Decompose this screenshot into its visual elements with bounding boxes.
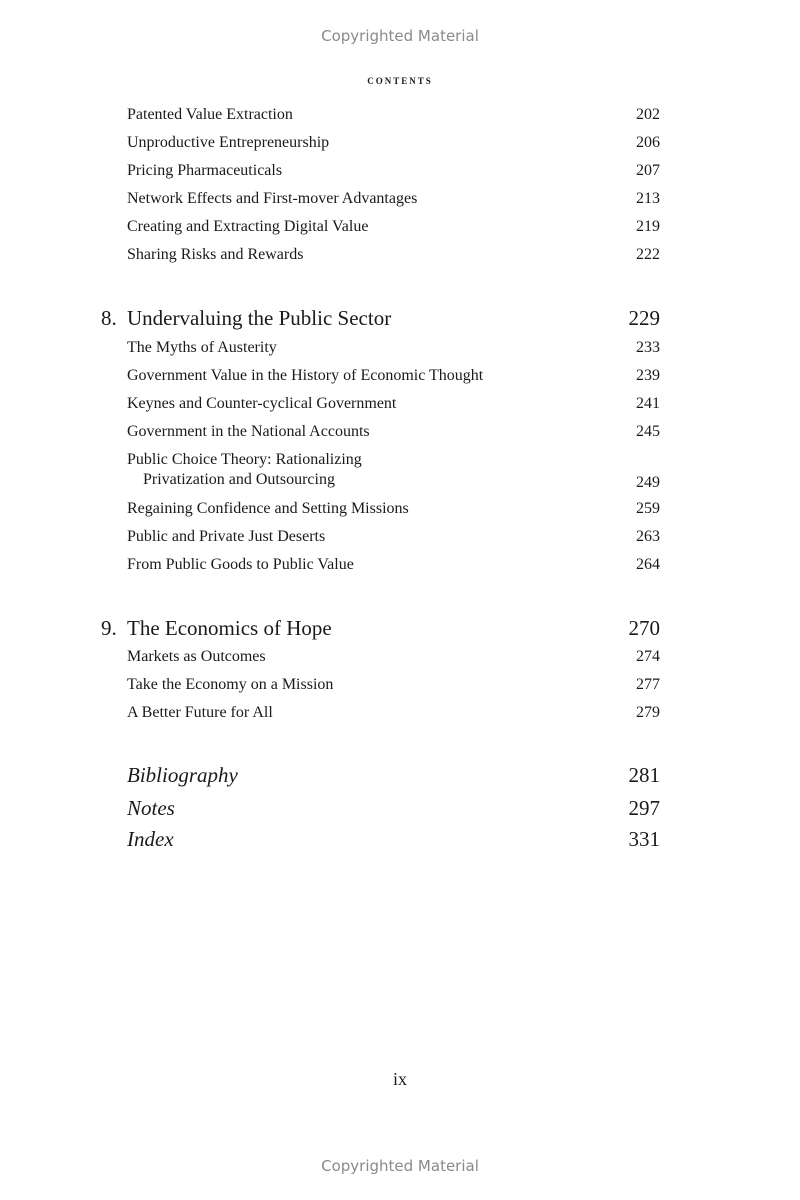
entry-title: The Myths of Austerity (127, 339, 277, 356)
entry-title: Network Effects and First-mover Advantages (127, 190, 418, 207)
copyright-watermark-top: Copyrighted Material (321, 27, 479, 45)
entry-page: 219 (636, 218, 660, 235)
back-matter-page: 281 (628, 763, 660, 787)
entry-title: A Better Future for All (127, 704, 273, 721)
entry-title: Patented Value Extraction (127, 106, 293, 123)
chapter-title: Undervaluing the Public Sector (127, 306, 392, 330)
entry-page: 239 (636, 367, 660, 384)
entry-title: Keynes and Counter-cyclical Government (127, 395, 397, 412)
entry-title: Creating and Extracting Digital Value (127, 218, 369, 235)
chapter-page: 270 (628, 616, 660, 640)
entry-title: Public and Private Just Deserts (127, 528, 326, 545)
entry-title (127, 450, 607, 490)
back-matter-title: Index (127, 827, 174, 851)
chapter-number: 9. (101, 616, 117, 640)
entry-title-line1: Public Choice Theory: Rationalizing (127, 451, 362, 468)
back-matter-title: Bibliography (127, 763, 238, 787)
entry-title: Pricing Pharmaceuticals (127, 162, 283, 179)
entry-page: 207 (636, 162, 660, 179)
entry-title: Take the Economy on a Mission (127, 676, 334, 693)
back-matter-page: 297 (628, 796, 660, 820)
entry-page: 274 (636, 648, 660, 665)
entry-page: 277 (636, 676, 660, 693)
entry-title: Markets as Outcomes (127, 648, 266, 665)
entry-page: 222 (636, 246, 660, 263)
page-number: ix (392, 1069, 407, 1089)
entry-title: Unproductive Entrepreneurship (127, 134, 330, 151)
entry-page: 202 (636, 106, 660, 123)
entry-title: Government in the National Accounts (127, 423, 370, 440)
entry-page: 263 (636, 528, 660, 545)
chapter-number: 8. (101, 306, 117, 330)
entry-page: 206 (636, 134, 660, 151)
entry-page: 233 (636, 339, 660, 356)
entry-title-line2: Privatization and Outsourcing (143, 471, 335, 488)
running-head: contents (367, 72, 433, 87)
entry-page: 249 (636, 474, 660, 491)
entry-page: 259 (636, 500, 660, 517)
back-matter-title: Notes (127, 796, 175, 820)
chapter-title: The Economics of Hope (127, 616, 332, 640)
entry-title: Regaining Confidence and Setting Missions (127, 500, 409, 517)
copyright-watermark-bottom: Copyrighted Material (321, 1157, 479, 1175)
entry-title: Government Value in the History of Economic Thought (127, 367, 484, 384)
entry-page: 213 (636, 190, 660, 207)
entry-page: 241 (636, 395, 660, 412)
entry-page: 245 (636, 423, 660, 440)
entry-title: Sharing Risks and Rewards (127, 246, 304, 263)
entry-title: From Public Goods to Public Value (127, 556, 354, 573)
back-matter-page: 331 (628, 827, 660, 851)
chapter-page: 229 (628, 306, 660, 330)
entry-page: 264 (636, 556, 660, 573)
entry-page: 279 (636, 704, 660, 721)
